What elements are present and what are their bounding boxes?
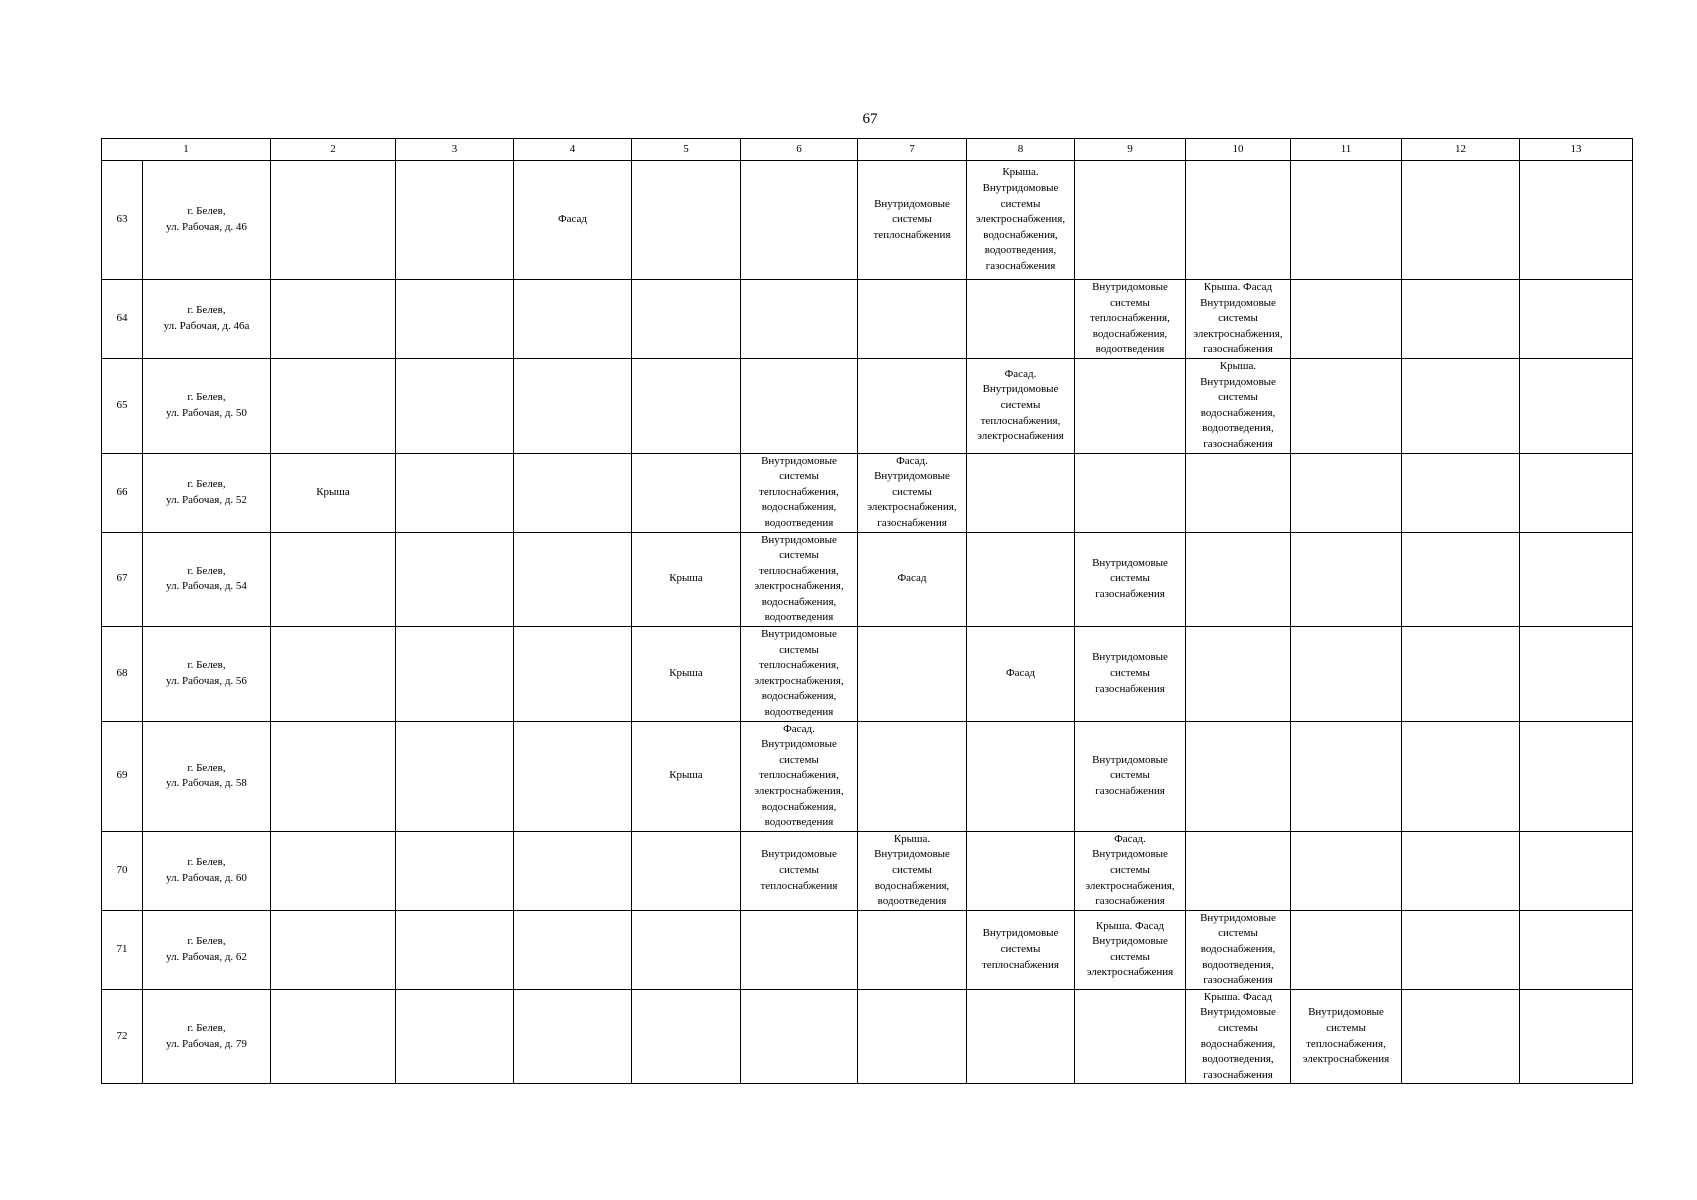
address-cell [143,627,271,722]
work-cell [1075,721,1186,831]
table-row [102,358,1633,453]
address-line: г. Белев, [187,564,226,577]
work-cell [858,532,967,627]
address-line: ул. Рабочая, д. 62 [166,950,247,963]
work-cell [1402,989,1520,1084]
work-cell [1291,721,1402,831]
work-cell [741,989,858,1084]
work-cell [1075,358,1186,453]
work-text: Крыша [316,485,350,498]
address-line: г. Белев, [187,935,226,948]
work-cell [1291,910,1402,989]
work-cell [858,721,967,831]
address-line: г. Белев, [187,1021,226,1034]
work-cell [396,358,514,453]
work-cell [1291,358,1402,453]
address-line: ул. Рабочая, д. 79 [166,1037,247,1050]
work-cell [1402,532,1520,627]
address-line: ул. Рабочая, д. 50 [166,406,247,419]
work-cell [514,453,632,532]
work-text: Крыша [669,667,703,680]
work-cell [967,532,1075,627]
work-cell [396,910,514,989]
work-text: Внутридомовые системы теплоснабжения, водоснабжения, водоотведения [1090,281,1170,356]
work-text: Внутридомовые системы газоснабжения [1092,753,1168,797]
row-number: 69 [102,721,143,831]
row-number: 71 [102,910,143,989]
address-cell [143,161,271,280]
table-row [102,831,1633,910]
address-cell [143,831,271,910]
address-line: ул. Рабочая, д. 52 [166,493,247,506]
work-text: Внутридомовые системы водоснабжения, водоотведения, газоснабжения [1200,911,1276,987]
page-number: 67 [862,111,878,127]
work-cell [1520,910,1633,989]
work-cell [1186,989,1291,1084]
work-cell [1291,453,1402,532]
work-text: Внутридомовые системы газоснабжения [1092,556,1168,601]
work-text: Внутридомовые системы теплоснабжения, электроснабжения, водоснабжения, водоотведения [754,628,844,719]
work-cell [1075,627,1186,722]
work-cell [271,532,396,627]
work-cell [271,989,396,1084]
work-cell [1186,627,1291,722]
work-cell [1075,453,1186,532]
address-line: г. Белев, [187,659,226,672]
work-cell [1402,627,1520,722]
row-number: 68 [102,627,143,722]
address-line: ул. Рабочая, д. 56 [166,674,247,687]
work-cell [741,358,858,453]
work-cell [967,453,1075,532]
table-row [102,161,1633,280]
work-cell [271,358,396,453]
work-cell [632,161,741,280]
work-text: Крыша. Фасад Внутридомовые системы электроснабжения [1086,919,1174,979]
work-text: Фасад [897,572,927,585]
column-header: 10 [1186,139,1291,161]
work-cell [514,910,632,989]
work-text: Внутридомовые системы теплоснабжения, водоснабжения, водоотведения [759,454,839,529]
work-text: Крыша. Внутридомовые системы водоснабжения, водоотведения, газоснабжения [1200,359,1276,450]
work-text: Крыша [669,769,703,782]
work-cell [1186,532,1291,627]
work-cell [396,161,514,280]
work-cell [271,453,396,532]
work-cell [967,721,1075,831]
work-cell [271,280,396,359]
work-cell [514,161,632,280]
address-line: г. Белев, [187,761,226,774]
address-line: г. Белев, [187,477,226,490]
work-cell [1291,989,1402,1084]
work-text: Крыша. Внутридомовые системы электроснабжения, водоснабжения, водоотведения, газоснабжения [975,166,1066,272]
work-cell [632,989,741,1084]
work-text: Внутридомовые системы теплоснабжения, электроснабжения, водоснабжения, водоотведения [754,533,844,624]
column-header: 3 [396,139,514,161]
work-cell [1520,989,1633,1084]
repair-schedule-table [101,138,1633,1084]
work-cell [632,532,741,627]
work-cell [1186,721,1291,831]
column-header: 7 [858,139,967,161]
work-cell [514,831,632,910]
work-cell [1402,453,1520,532]
address-line: ул. Рабочая, д. 46а [163,319,250,332]
row-number: 67 [102,532,143,627]
work-cell [632,721,741,831]
work-cell [741,453,858,532]
work-cell [632,910,741,989]
row-number: 70 [102,831,143,910]
work-cell [396,532,514,627]
row-number: 72 [102,989,143,1084]
work-cell [858,161,967,280]
address-line: ул. Рабочая, д. 46 [166,221,247,233]
address-line: ул. Рабочая, д. 60 [166,871,247,884]
work-cell [1075,989,1186,1084]
work-cell [514,989,632,1084]
column-header: 4 [514,139,632,161]
work-cell [396,280,514,359]
work-text: Внутридомовые системы теплоснабжения [760,848,838,892]
work-cell [1075,831,1186,910]
column-header: 6 [741,139,858,161]
work-cell [741,910,858,989]
work-cell [1075,161,1186,280]
work-cell [1186,831,1291,910]
work-cell [1520,627,1633,722]
work-cell [271,831,396,910]
column-header: 11 [1291,139,1402,161]
work-cell [1520,453,1633,532]
work-cell [858,627,967,722]
work-cell [1075,532,1186,627]
work-text: Крыша. Внутридомовые системы водоснабжения, водоотведения [874,832,950,908]
work-cell [741,721,858,831]
column-header: 12 [1402,139,1520,161]
work-cell [967,989,1075,1084]
work-cell [1402,721,1520,831]
work-cell [858,910,967,989]
work-cell [1402,358,1520,453]
work-cell [1291,280,1402,359]
work-cell [1520,831,1633,910]
row-number: 66 [102,453,143,532]
work-cell [1520,358,1633,453]
address-cell [143,453,271,532]
address-line: ул. Рабочая, д. 54 [166,580,247,593]
work-cell [632,453,741,532]
address-line: г. Белев, [187,391,226,404]
work-text: Внутридомовые системы теплоснабжения [982,927,1059,971]
work-cell [967,831,1075,910]
work-cell [514,721,632,831]
work-cell [1402,161,1520,280]
row-number: 65 [102,358,143,453]
table-row [102,721,1633,831]
work-text: Фасад [1005,667,1036,680]
work-cell [1402,280,1520,359]
address-line: г. Белев, [187,856,226,869]
work-cell [967,280,1075,359]
column-header: 1 [102,139,271,161]
column-header: 13 [1520,139,1633,161]
work-cell [858,358,967,453]
work-cell [1291,831,1402,910]
address-cell [143,910,271,989]
work-cell [632,358,741,453]
work-cell [741,161,858,280]
address-line: г. Белев, [187,304,226,317]
work-cell [1291,532,1402,627]
work-text: Крыша [669,572,703,585]
table-row [102,532,1633,627]
work-cell [1402,910,1520,989]
work-cell [1075,280,1186,359]
work-cell [396,721,514,831]
column-header: 5 [632,139,741,161]
work-cell [271,161,396,280]
work-cell [1520,532,1633,627]
column-header: 8 [967,139,1075,161]
address-cell [143,280,271,359]
address-cell [143,532,271,627]
work-cell [858,280,967,359]
table-row [102,627,1633,722]
work-text: Фасад. Внутридомовые системы электроснабжения, газоснабжения [867,454,957,529]
work-cell [1291,161,1402,280]
work-cell [396,627,514,722]
work-cell [396,989,514,1084]
work-cell [741,532,858,627]
address-cell [143,721,271,831]
work-text: Внутридомовые системы теплоснабжения, электроснабжения [1302,1006,1390,1066]
work-cell [1520,280,1633,359]
work-cell [741,280,858,359]
address-cell [143,358,271,453]
work-cell [1186,358,1291,453]
table-row [102,910,1633,989]
work-cell [967,910,1075,989]
column-header: 2 [271,139,396,161]
work-text: Крыша. Фасад Внутридомовые системы электроснабжения, газоснабжения [1193,281,1283,356]
work-cell [632,627,741,722]
work-cell [967,161,1075,280]
address-line: г. Белев, [187,205,226,218]
work-cell [858,453,967,532]
work-cell [858,989,967,1084]
work-text: Фасад. Внутридомовые системы теплоснабжения, электроснабжения, водоснабжения, водоотведения [754,722,844,829]
work-cell [858,831,967,910]
address-cell [143,989,271,1084]
work-cell [1402,831,1520,910]
work-cell [1186,453,1291,532]
work-cell [514,532,632,627]
work-cell [514,280,632,359]
row-number: 64 [102,280,143,359]
work-text: Фасад. Внутридомовые системы электроснабжения, газоснабжения [1085,832,1175,908]
work-cell [271,910,396,989]
work-cell [1186,161,1291,280]
work-cell [514,627,632,722]
work-cell [967,358,1075,453]
row-number: 63 [102,161,143,280]
work-cell [632,280,741,359]
work-cell [1291,627,1402,722]
work-cell [1520,161,1633,280]
table-row [102,989,1633,1084]
work-cell [741,831,858,910]
work-cell [396,453,514,532]
work-cell [396,831,514,910]
work-cell [1186,280,1291,359]
work-cell [514,358,632,453]
work-cell [271,721,396,831]
work-cell [271,627,396,722]
work-cell [1075,910,1186,989]
header-row [102,139,1633,161]
work-text: Внутридомовые системы теплоснабжения [873,197,951,241]
work-cell [1520,721,1633,831]
work-cell [741,627,858,722]
work-cell [967,627,1075,722]
work-text: Фасад. Внутридомовые системы теплоснабжения, электроснабжения [977,367,1064,443]
address-line: ул. Рабочая, д. 58 [166,777,247,790]
work-cell [632,831,741,910]
work-text: Фасад [557,213,588,226]
work-text: Внутридомовые системы газоснабжения [1092,651,1168,695]
column-header: 9 [1075,139,1186,161]
table-row [102,280,1633,359]
work-text: Крыша. Фасад Внутридомовые системы водоснабжения, водоотведения, газоснабжения [1200,990,1276,1081]
table-row [102,453,1633,532]
work-cell [1186,910,1291,989]
table-body [102,161,1633,1084]
